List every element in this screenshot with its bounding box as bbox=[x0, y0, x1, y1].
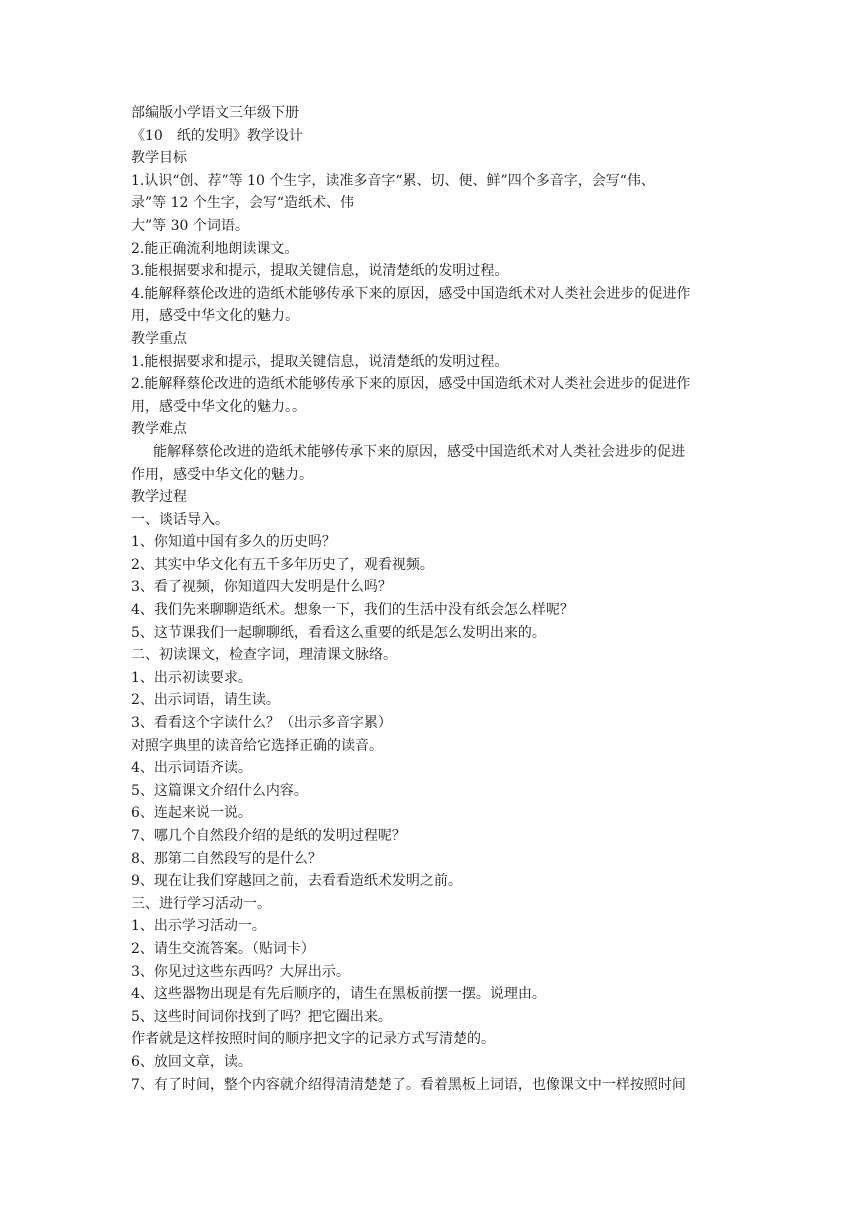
difficulty-line-1: 能解释蔡伦改进的造纸术能够传承下来的原因，感受中国造纸术对人类社会进步的促进 bbox=[153, 443, 685, 460]
list-item: 5、这篇课文介绍什么内容。 bbox=[131, 782, 308, 799]
goal-4-line-2: 用，感受中华文化的魅力。 bbox=[131, 308, 299, 325]
list-item: 4、我们先来聊聊造纸术。想象一下，我们的生活中没有纸会怎么样呢？ bbox=[131, 602, 574, 619]
key-point-2-line-1: 2.能解释蔡伦改进的造纸术能够传承下来的原因，感受中国造纸术对人类社会进步的促进作 bbox=[131, 376, 691, 393]
section-heading-process: 教学过程 bbox=[131, 489, 187, 506]
goal-2: 2.能正确流利地朗读课文。 bbox=[131, 240, 299, 257]
list-item: 4、出示词语齐读。 bbox=[131, 760, 252, 777]
list-item: 2、其实中华文化有五千多年历史了，观看视频。 bbox=[131, 556, 434, 573]
list-item: 6、放回文章，读。 bbox=[131, 1053, 252, 1070]
list-item: 3、看了视频，你知道四大发明是什么吗？ bbox=[131, 579, 392, 596]
step-heading-1: 一、谈话导入。 bbox=[131, 511, 229, 528]
step-heading-3: 三、进行学习活动一。 bbox=[131, 895, 271, 912]
section-heading-difficulties: 教学难点 bbox=[131, 421, 187, 438]
list-item: 3、看看这个字读什么？（出示多音字累） bbox=[131, 715, 392, 732]
list-item: 1、你知道中国有多久的历史吗？ bbox=[131, 534, 336, 551]
goal-1-line-2: 录”等 12 个生字，会写“造纸术、伟 bbox=[131, 195, 355, 212]
list-item: 8、那第二自然段写的是什么？ bbox=[131, 850, 322, 867]
list-item: 3、你见过这些东西吗？大屏出示。 bbox=[131, 963, 350, 980]
list-item: 5、这些时间词你找到了吗？把它圈出来。 bbox=[131, 1008, 392, 1025]
paragraph-line: 对照字典里的读音给它选择正确的读音。 bbox=[131, 737, 383, 754]
list-item: 1、出示学习活动一。 bbox=[131, 918, 266, 935]
section-heading-goals: 教学目标 bbox=[131, 150, 187, 167]
key-point-1: 1.能根据要求和提示，提取关键信息，说清楚纸的发明过程。 bbox=[131, 353, 509, 370]
list-item: 2、出示词语，请生读。 bbox=[131, 692, 280, 709]
doc-grade-line: 部编版小学语文三年级下册 bbox=[131, 105, 299, 121]
difficulty-line-2: 作用，感受中华文化的魅力。 bbox=[131, 466, 313, 483]
paragraph-line: 作者就是这样按照时间的顺序把文字的记录方式写清楚的。 bbox=[131, 1031, 495, 1048]
list-item: 7、有了时间，整个内容就介绍得清清楚楚了。看着黑板上词语，也像课文中一样按照时间 bbox=[131, 1076, 686, 1093]
document-body bbox=[131, 102, 731, 1096]
step-heading-2: 二、初读课文，检查字词，理清课文脉络。 bbox=[131, 647, 397, 664]
doc-title: 《10 纸的发明》教学设计 bbox=[131, 127, 303, 144]
section-heading-key-points: 教学重点 bbox=[131, 330, 187, 347]
list-item: 1、出示初读要求。 bbox=[131, 669, 252, 686]
list-item: 6、连起来说一说。 bbox=[131, 805, 252, 822]
list-item: 9、现在让我们穿越回之前，去看看造纸术发明之前。 bbox=[131, 873, 462, 890]
list-item: 5、这节课我们一起聊聊纸，看看这么重要的纸是怎么发明出来的。 bbox=[131, 624, 546, 641]
goal-4-line-1: 4.能解释蔡伦改进的造纸术能够传承下来的原因，感受中国造纸术对人类社会进步的促进作 bbox=[131, 285, 691, 302]
list-item: 2、请生交流答案。（贴词卡） bbox=[131, 940, 315, 957]
key-point-2-line-2: 用，感受中华文化的魅力。。 bbox=[131, 398, 306, 415]
goal-1-line-1: 1.认识“创、荐”等 10 个生字，读准多音字“累、切、便、鲜”四个多音字，会写“伟、 bbox=[131, 172, 655, 189]
goal-1-line-3: 大”等 30 个词语。 bbox=[131, 217, 249, 234]
list-item: 7、哪几个自然段介绍的是纸的发明过程呢？ bbox=[131, 828, 406, 844]
list-item: 4、这些器物出现是有先后顺序的，请生在黑板前摆一摆。说理由。 bbox=[131, 986, 546, 1003]
goal-3: 3.能根据要求和提示，提取关键信息，说清楚纸的发明过程。 bbox=[131, 263, 509, 280]
